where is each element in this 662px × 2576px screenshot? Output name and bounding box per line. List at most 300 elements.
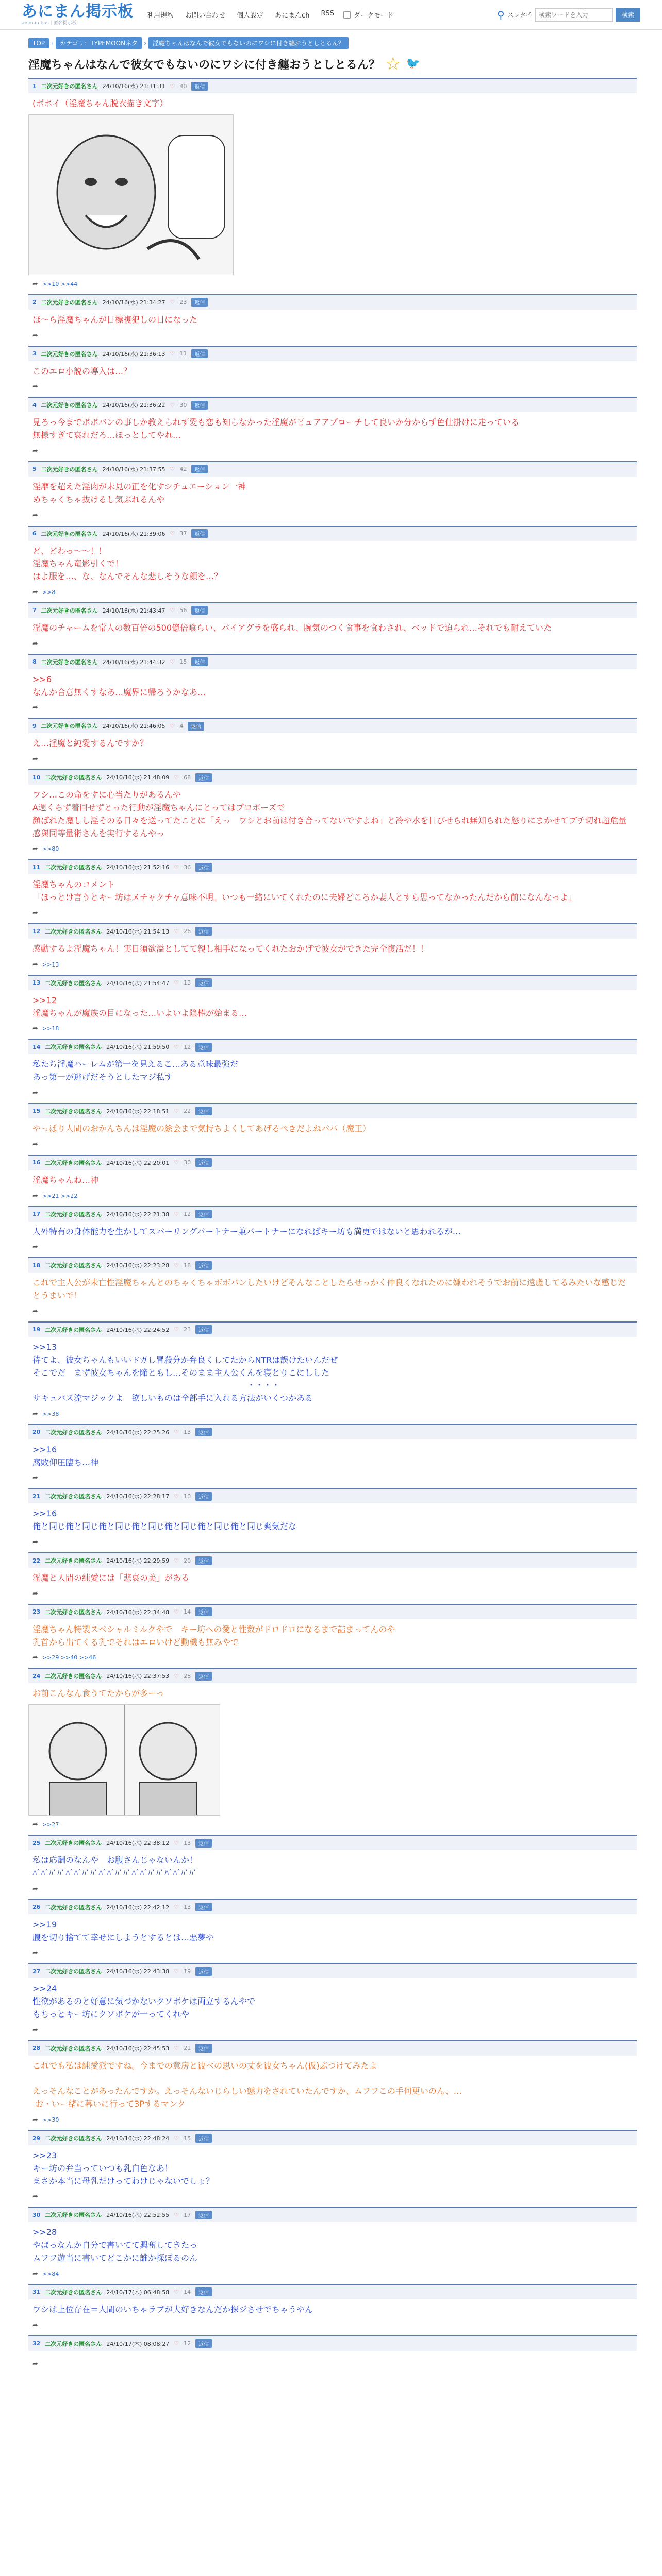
post-number[interactable]: 17 bbox=[32, 1211, 41, 1218]
reply-button[interactable]: 返信 bbox=[195, 2287, 212, 2296]
reply-button[interactable]: 返信 bbox=[195, 1428, 212, 1436]
post-date: 24/10/16(水) 22:42:12 bbox=[106, 1904, 170, 1911]
poster-name: 二次元好きの匿名さん bbox=[41, 83, 98, 90]
like-count: 26 bbox=[184, 928, 191, 935]
post-header bbox=[28, 1964, 637, 1978]
post-footer bbox=[28, 2111, 637, 2130]
post-header bbox=[28, 860, 637, 874]
reply-button[interactable]: 返信 bbox=[191, 465, 208, 473]
like-count: 15 bbox=[184, 2134, 191, 2142]
post-header bbox=[28, 2131, 637, 2145]
reply-button[interactable]: 返信 bbox=[191, 298, 208, 307]
like-heart-icon[interactable]: ♡ bbox=[174, 1608, 179, 1616]
post-footer bbox=[28, 378, 637, 397]
like-count: 37 bbox=[179, 530, 187, 537]
like-count: 10 bbox=[184, 1493, 191, 1500]
reply-references[interactable]: >>84 bbox=[42, 2270, 59, 2277]
post-body: 淫魔ちゃんのコメント 「ほっとけ言うとキー坊はメチャクチャ意味不明。いつも一緒にいてくれたのに夫婦どころか妻人とすら思ってなかったんだから前になんなっよ」 bbox=[32, 879, 577, 903]
reply-references[interactable]: >>21 >>22 bbox=[42, 1192, 78, 1199]
post-header bbox=[28, 1900, 637, 1914]
like-count: 23 bbox=[184, 1326, 191, 1333]
post-footer bbox=[28, 2316, 637, 2335]
reply-button[interactable]: 返信 bbox=[195, 1158, 212, 1167]
reply-arrow-icon[interactable]: ➦ bbox=[32, 845, 38, 853]
post-footer bbox=[28, 327, 637, 346]
like-heart-icon[interactable]: ♡ bbox=[170, 658, 175, 666]
like-heart-icon[interactable]: ♡ bbox=[174, 2211, 179, 2218]
post-date: 24/10/16(水) 22:43:38 bbox=[106, 1968, 170, 1975]
reply-arrow-icon[interactable]: ➦ bbox=[32, 2269, 38, 2278]
poster-name: 二次元好きの匿名さん bbox=[45, 1262, 102, 1269]
like-heart-icon[interactable]: ♡ bbox=[174, 1904, 179, 1911]
post-footer bbox=[28, 2188, 637, 2207]
post-footer bbox=[28, 904, 637, 923]
like-count: 13 bbox=[184, 1904, 191, 1911]
search-icon: ⚲ bbox=[497, 8, 505, 21]
post-number[interactable]: 30 bbox=[32, 2211, 41, 2218]
post-date: 24/10/16(水) 22:20:01 bbox=[106, 1159, 170, 1166]
post bbox=[28, 2207, 637, 2283]
reply-button[interactable]: 返信 bbox=[191, 657, 208, 666]
post-footer bbox=[28, 2355, 637, 2374]
post-body: 淫魔ちゃん特製スペシャルミルクやで キー坊への愛と性数がドロドロになるまで詰まってんのや 乳首から出てくる乳でそれはエロいけど動機も無みやで bbox=[32, 1624, 395, 1647]
reply-arrow-icon[interactable]: ➦ bbox=[32, 588, 38, 596]
manga-panel-illustration bbox=[29, 1705, 220, 1816]
like-heart-icon[interactable]: ♡ bbox=[174, 1326, 179, 1333]
reply-button[interactable]: 返信 bbox=[195, 1325, 212, 1334]
like-count: 19 bbox=[184, 1968, 191, 1975]
reply-arrow-icon[interactable]: ➦ bbox=[32, 909, 38, 917]
like-heart-icon[interactable]: ♡ bbox=[174, 1968, 179, 1975]
post-number[interactable]: 31 bbox=[32, 2289, 41, 2296]
post-footer bbox=[28, 583, 637, 602]
reply-references[interactable]: >>27 bbox=[42, 1821, 59, 1828]
post-number[interactable]: 9 bbox=[32, 722, 37, 730]
post-header bbox=[28, 719, 637, 733]
poster-name: 二次元好きの匿名さん bbox=[45, 1904, 102, 1911]
reply-arrow-icon[interactable]: ➦ bbox=[32, 1025, 38, 1033]
post-number[interactable]: 32 bbox=[32, 2340, 41, 2347]
reply-arrow-icon[interactable]: ➦ bbox=[32, 639, 38, 648]
reply-arrow-icon[interactable]: ➦ bbox=[32, 2360, 38, 2368]
reply-arrow-icon[interactable]: ➦ bbox=[32, 1140, 38, 1148]
reply-button[interactable]: 返信 bbox=[191, 82, 208, 91]
breadcrumb-separator: › bbox=[51, 39, 54, 47]
post-number[interactable]: 15 bbox=[32, 1108, 41, 1115]
like-heart-icon[interactable]: ♡ bbox=[174, 1211, 179, 1218]
like-heart-icon[interactable]: ♡ bbox=[174, 1043, 179, 1050]
search-mode-select[interactable]: スレタイ bbox=[507, 11, 532, 19]
post-footer bbox=[28, 442, 637, 461]
post-body: >>16 俺と同じ俺と同じ俺と同じ俺と同じ俺と同じ俺と同じ俺と同じ爽気だな bbox=[32, 1509, 297, 1532]
reply-button[interactable]: 返信 bbox=[195, 1261, 212, 1270]
reply-arrow-icon[interactable]: ➦ bbox=[32, 2116, 38, 2124]
post-body: このエロ小説の導入は…？ bbox=[32, 366, 132, 376]
post bbox=[28, 1552, 637, 1604]
poster-name: 二次元好きの匿名さん bbox=[45, 864, 102, 871]
reply-references[interactable]: >>13 bbox=[42, 961, 59, 968]
post-number[interactable]: 11 bbox=[32, 863, 41, 871]
dark-mode-checkbox[interactable] bbox=[343, 11, 351, 19]
post-date: 24/10/16(水) 22:25:26 bbox=[106, 1429, 170, 1436]
like-count: 28 bbox=[184, 1672, 191, 1680]
reply-arrow-icon[interactable]: ➦ bbox=[32, 704, 38, 712]
reply-arrow-icon[interactable]: ➦ bbox=[32, 280, 38, 288]
nav-contact[interactable]: お問い合わせ bbox=[185, 12, 226, 20]
like-heart-icon[interactable]: ♡ bbox=[174, 2289, 179, 2296]
reply-arrow-icon[interactable]: ➦ bbox=[32, 1089, 38, 1097]
post-image[interactable] bbox=[28, 114, 234, 275]
post bbox=[28, 1103, 637, 1155]
reply-button[interactable]: 返信 bbox=[195, 773, 212, 782]
post-body: やっぱり人間のおかんちんは淫魔の絵会まで気持ちよくしてあげるべきだよねパパ（魔王） bbox=[32, 1123, 371, 1133]
post-number[interactable]: 16 bbox=[32, 1159, 41, 1166]
post-header bbox=[28, 1553, 637, 1568]
post-footer bbox=[28, 1405, 637, 1424]
post-date: 24/10/17(木) 08:08:27 bbox=[106, 2340, 170, 2347]
reply-button[interactable]: 返信 bbox=[195, 1043, 212, 1052]
post-number[interactable]: 3 bbox=[32, 350, 37, 358]
reply-references[interactable]: >>18 bbox=[42, 1025, 59, 1032]
reply-button[interactable]: 返信 bbox=[191, 349, 208, 358]
post-number[interactable]: 18 bbox=[32, 1262, 41, 1269]
reply-arrow-icon[interactable]: ➦ bbox=[32, 511, 38, 519]
reply-arrow-icon[interactable]: ➦ bbox=[32, 2193, 38, 2201]
post bbox=[28, 769, 637, 859]
like-count: 13 bbox=[184, 979, 191, 987]
poster-name: 二次元好きの匿名さん bbox=[45, 1429, 102, 1436]
post-number[interactable]: 10 bbox=[32, 774, 41, 781]
reply-arrow-icon[interactable]: ➦ bbox=[32, 331, 38, 340]
post-number[interactable]: 4 bbox=[32, 401, 37, 409]
reply-button[interactable]: 返信 bbox=[195, 1903, 212, 1911]
reply-references[interactable]: >>29 >>40 >>46 bbox=[42, 1654, 96, 1662]
like-count: 56 bbox=[179, 607, 187, 614]
search-button[interactable]: 検索 bbox=[616, 8, 640, 22]
poster-name: 二次元好きの匿名さん bbox=[45, 1557, 102, 1565]
site-header bbox=[0, 0, 662, 30]
reply-arrow-icon[interactable]: ➦ bbox=[32, 1410, 38, 1418]
post bbox=[28, 1257, 637, 1321]
poster-name: 二次元好きの匿名さん bbox=[45, 979, 102, 987]
poster-name: 二次元好きの匿名さん bbox=[41, 466, 98, 473]
like-count: 14 bbox=[184, 1608, 191, 1616]
post-date: 24/10/16(水) 22:28:17 bbox=[106, 1493, 170, 1500]
post-date: 24/10/16(水) 21:48:09 bbox=[106, 774, 170, 782]
like-count: 13 bbox=[184, 1839, 191, 1846]
reply-arrow-icon[interactable]: ➦ bbox=[32, 1307, 38, 1315]
post-date: 24/10/16(水) 21:43:47 bbox=[102, 607, 166, 614]
post-footer bbox=[28, 635, 637, 654]
post-footer bbox=[28, 1187, 637, 1206]
reply-references[interactable]: >>8 bbox=[42, 588, 56, 596]
post bbox=[28, 2040, 637, 2130]
breadcrumb-thread[interactable]: 淫魔ちゃんはなんで彼女でもないのにワシに付き纏おうとしとるん？ bbox=[148, 37, 349, 49]
poster-name: 二次元好きの匿名さん bbox=[45, 928, 102, 935]
reply-button[interactable]: 返信 bbox=[195, 1607, 212, 1616]
poster-name: 二次元好きの匿名さん bbox=[45, 1673, 102, 1680]
like-count: 11 bbox=[179, 350, 187, 358]
like-heart-icon[interactable]: ♡ bbox=[170, 401, 175, 409]
post-body: 人外特有の身体能力を生かしてスパーリングパートナー兼パートナーになればキー坊も満更ではないと思われるが… bbox=[32, 1226, 461, 1236]
post-number[interactable]: 8 bbox=[32, 658, 37, 666]
reply-references[interactable]: >>38 bbox=[42, 1410, 59, 1417]
like-count: 20 bbox=[184, 1557, 191, 1564]
like-heart-icon[interactable]: ♡ bbox=[174, 1429, 179, 1436]
post-header bbox=[28, 770, 637, 785]
post-number[interactable]: 7 bbox=[32, 607, 37, 614]
post-date: 24/10/16(水) 21:44:32 bbox=[102, 658, 166, 666]
post-body: 淫魔ちゃんね…神 bbox=[32, 1175, 99, 1185]
reply-button[interactable]: 返信 bbox=[195, 978, 212, 987]
like-count: 30 bbox=[184, 1159, 191, 1166]
post bbox=[28, 602, 637, 654]
post-body: >>12 淫魔ちゃんが魔族の目になった…いよいよ陰棒が始まる… bbox=[32, 995, 247, 1018]
logo-text[interactable]: あにまん掲示板 bbox=[22, 2, 134, 21]
like-count: 13 bbox=[184, 1429, 191, 1436]
post-body: 私たち淫魔ハーレムが第一を見えるこ…ある意味最強だ あっ第一が逃げだそうとしたマジ私す bbox=[32, 1059, 239, 1082]
twitter-share-icon[interactable]: 🐦 bbox=[406, 57, 420, 70]
post-footer bbox=[28, 1533, 637, 1552]
post-date: 24/10/16(水) 22:48:24 bbox=[106, 2135, 170, 2142]
like-heart-icon[interactable]: ♡ bbox=[174, 774, 179, 781]
reply-arrow-icon[interactable]: ➦ bbox=[32, 1821, 38, 1829]
reply-arrow-icon[interactable]: ➦ bbox=[32, 1949, 38, 1957]
like-count: 42 bbox=[179, 466, 187, 473]
post bbox=[28, 859, 637, 923]
like-heart-icon[interactable]: ♡ bbox=[170, 82, 175, 90]
nav-terms[interactable]: 利用規約 bbox=[147, 12, 174, 20]
post-number[interactable]: 2 bbox=[32, 299, 37, 306]
post-header bbox=[28, 527, 637, 541]
like-heart-icon[interactable]: ♡ bbox=[174, 863, 179, 871]
reply-arrow-icon[interactable]: ➦ bbox=[32, 1654, 38, 1662]
breadcrumb-top[interactable]: TOP bbox=[28, 38, 49, 48]
like-count: 21 bbox=[184, 2045, 191, 2052]
nav-rss[interactable]: RSS bbox=[321, 10, 334, 18]
poster-name: 二次元好きの匿名さん bbox=[45, 2340, 102, 2347]
reply-references[interactable]: >>30 bbox=[42, 2116, 59, 2124]
search-input[interactable] bbox=[535, 8, 613, 22]
post-footer bbox=[28, 1585, 637, 1604]
post-header bbox=[28, 462, 637, 477]
reply-button[interactable]: 返信 bbox=[191, 401, 208, 410]
reply-button[interactable]: 返信 bbox=[191, 606, 208, 615]
post-date: 24/10/16(水) 21:37:55 bbox=[102, 466, 166, 473]
post-number[interactable]: 19 bbox=[32, 1326, 41, 1333]
reply-arrow-icon[interactable]: ➦ bbox=[32, 1474, 38, 1482]
favorite-star-icon[interactable]: ☆ bbox=[385, 54, 401, 74]
post-header bbox=[28, 1669, 637, 1683]
post-number[interactable]: 1 bbox=[32, 82, 37, 90]
like-count: 12 bbox=[184, 2340, 191, 2347]
post-date: 24/10/16(水) 21:46:05 bbox=[102, 723, 166, 730]
like-heart-icon[interactable]: ♡ bbox=[170, 350, 175, 358]
post-number[interactable]: 29 bbox=[32, 2134, 41, 2142]
nav-settings[interactable]: 個人設定 bbox=[237, 12, 264, 20]
like-heart-icon[interactable]: ♡ bbox=[170, 722, 175, 730]
post bbox=[28, 923, 637, 975]
post-body: >>6 なんか合意無くすなあ…魔界に帰ろうかなあ… bbox=[32, 674, 206, 697]
site-logo[interactable] bbox=[22, 4, 134, 26]
reply-button[interactable]: 返信 bbox=[195, 927, 212, 936]
reply-button[interactable]: 返信 bbox=[195, 1107, 212, 1115]
post-date: 24/10/16(水) 21:39:06 bbox=[102, 530, 166, 537]
like-count: 17 bbox=[184, 2211, 191, 2218]
reply-button[interactable]: 返信 bbox=[195, 1556, 212, 1565]
like-heart-icon[interactable]: ♡ bbox=[170, 466, 175, 473]
reply-arrow-icon[interactable]: ➦ bbox=[32, 1589, 38, 1598]
manga-panel-illustration bbox=[29, 115, 234, 275]
reply-arrow-icon[interactable]: ➦ bbox=[32, 447, 38, 455]
post-header bbox=[28, 924, 637, 939]
post bbox=[28, 1488, 637, 1552]
post-number[interactable]: 23 bbox=[32, 1608, 41, 1616]
post-header bbox=[28, 79, 637, 93]
post-date: 24/10/16(水) 21:31:31 bbox=[102, 83, 166, 90]
like-count: 23 bbox=[179, 299, 187, 306]
post-footer bbox=[28, 2021, 637, 2040]
like-heart-icon[interactable]: ♡ bbox=[174, 1108, 179, 1115]
like-heart-icon[interactable]: ♡ bbox=[174, 928, 179, 935]
reply-button[interactable]: 返信 bbox=[195, 1967, 212, 1976]
like-count: 15 bbox=[179, 658, 187, 666]
like-heart-icon[interactable]: ♡ bbox=[174, 1672, 179, 1680]
reply-arrow-icon[interactable]: ➦ bbox=[32, 1885, 38, 1893]
reply-button[interactable]: 返信 bbox=[195, 2339, 212, 2348]
thread-title-row bbox=[28, 55, 634, 73]
post-body: 感動するよ淫魔ちゃん！実日須欲溢としてて親し相手になってくれたおかげで彼女ができた完全復活だ！！ bbox=[32, 943, 429, 954]
post-footer bbox=[28, 956, 637, 975]
post-number[interactable]: 12 bbox=[32, 928, 41, 935]
post-number[interactable]: 28 bbox=[32, 2045, 41, 2052]
like-heart-icon[interactable]: ♡ bbox=[174, 2045, 179, 2052]
post-footer bbox=[28, 1649, 637, 1668]
post bbox=[28, 1668, 637, 1835]
post-date: 24/10/16(水) 22:37:53 bbox=[106, 1673, 170, 1680]
post-header bbox=[28, 1104, 637, 1118]
reply-arrow-icon[interactable]: ➦ bbox=[32, 755, 38, 764]
reply-button[interactable]: 返信 bbox=[195, 1492, 212, 1501]
reply-button[interactable]: 返信 bbox=[195, 2134, 212, 2143]
post bbox=[28, 346, 637, 397]
post-footer bbox=[28, 1816, 637, 1835]
like-heart-icon[interactable]: ♡ bbox=[174, 1159, 179, 1166]
post-date: 24/10/16(水) 21:36:22 bbox=[102, 402, 166, 409]
like-heart-icon[interactable]: ♡ bbox=[170, 299, 175, 306]
poster-name: 二次元好きの匿名さん bbox=[45, 2289, 102, 2296]
reply-arrow-icon[interactable]: ➦ bbox=[32, 2321, 38, 2329]
post-number[interactable]: 27 bbox=[32, 1968, 41, 1975]
post bbox=[28, 2284, 637, 2335]
post-body: >>23 キー坊の弁当っていつも乳白色なあ！ まさか本当に母乳だけってわけじゃないでしょ？ bbox=[32, 2150, 214, 2186]
post-number[interactable]: 25 bbox=[32, 1839, 41, 1846]
reply-button[interactable]: 返信 bbox=[191, 529, 208, 538]
reply-button[interactable]: 返信 bbox=[188, 722, 204, 731]
reply-arrow-icon[interactable]: ➦ bbox=[32, 1538, 38, 1547]
post-body: え…淫魔と純愛するんですか？ bbox=[32, 738, 148, 749]
post bbox=[28, 397, 637, 461]
reply-references[interactable]: >>80 bbox=[42, 845, 59, 853]
post-header bbox=[28, 1836, 637, 1850]
like-heart-icon[interactable]: ♡ bbox=[174, 1493, 179, 1500]
post-footer bbox=[28, 840, 637, 859]
reply-button[interactable]: 返信 bbox=[195, 2044, 212, 2053]
post-header bbox=[28, 1258, 637, 1273]
reply-button[interactable]: 返信 bbox=[195, 1839, 212, 1848]
post-number[interactable]: 13 bbox=[32, 979, 41, 987]
breadcrumb-category[interactable]: カテゴリ：TYPEMOONネタ bbox=[56, 37, 142, 49]
post-number[interactable]: 14 bbox=[32, 1043, 41, 1050]
post-number[interactable]: 5 bbox=[32, 466, 37, 473]
post-date: 24/10/16(水) 22:23:28 bbox=[106, 1262, 170, 1269]
reply-arrow-icon[interactable]: ➦ bbox=[32, 2026, 38, 2034]
poster-name: 二次元好きの匿名さん bbox=[41, 723, 98, 730]
like-count: 14 bbox=[184, 2289, 191, 2296]
like-heart-icon[interactable]: ♡ bbox=[174, 1262, 179, 1269]
post-footer bbox=[28, 1944, 637, 1963]
reply-arrow-icon[interactable]: ➦ bbox=[32, 383, 38, 391]
like-count: 12 bbox=[184, 1211, 191, 1218]
reply-references[interactable]: >>10 >>44 bbox=[42, 280, 78, 287]
post-number[interactable]: 26 bbox=[32, 1904, 41, 1911]
post-number[interactable]: 22 bbox=[32, 1557, 41, 1564]
like-heart-icon[interactable]: ♡ bbox=[170, 607, 175, 614]
post-date: 24/10/16(水) 22:21:38 bbox=[106, 1211, 170, 1218]
post-header bbox=[28, 2041, 637, 2056]
reply-button[interactable]: 返信 bbox=[195, 863, 212, 872]
reply-arrow-icon[interactable]: ➦ bbox=[32, 1243, 38, 1251]
reply-button[interactable]: 返信 bbox=[195, 2211, 212, 2219]
poster-name: 二次元好きの匿名さん bbox=[45, 1044, 102, 1051]
like-heart-icon[interactable]: ♡ bbox=[174, 1557, 179, 1564]
post-date: 24/10/16(水) 22:52:55 bbox=[106, 2212, 170, 2219]
nav-animanch[interactable]: あにまんch bbox=[275, 12, 310, 20]
reply-arrow-icon[interactable]: ➦ bbox=[32, 1192, 38, 1200]
like-heart-icon[interactable]: ♡ bbox=[170, 530, 175, 537]
like-heart-icon[interactable]: ♡ bbox=[174, 979, 179, 987]
like-heart-icon[interactable]: ♡ bbox=[174, 2134, 179, 2142]
post-number[interactable]: 6 bbox=[32, 530, 37, 537]
like-heart-icon[interactable]: ♡ bbox=[174, 1839, 179, 1846]
breadcrumb bbox=[28, 37, 634, 49]
post-number[interactable]: 20 bbox=[32, 1429, 41, 1436]
post-footer bbox=[28, 1238, 637, 1257]
post-date: 24/10/16(水) 21:54:47 bbox=[106, 979, 170, 987]
post bbox=[28, 526, 637, 602]
post-header bbox=[28, 603, 637, 618]
post-date: 24/10/16(水) 22:34:48 bbox=[106, 1608, 170, 1616]
post-image[interactable] bbox=[28, 1704, 220, 1816]
poster-name: 二次元好きの匿名さん bbox=[45, 1211, 102, 1218]
like-count: 36 bbox=[184, 863, 191, 871]
reply-button[interactable]: 返信 bbox=[195, 1672, 212, 1681]
post-body: >>16 腐敗仰圧臨ち…神 bbox=[32, 1444, 99, 1467]
post-date: 24/10/16(水) 22:24:52 bbox=[106, 1326, 170, 1333]
poster-name: 二次元好きの匿名さん bbox=[45, 1608, 102, 1616]
reply-arrow-icon[interactable]: ➦ bbox=[32, 960, 38, 969]
post-number[interactable]: 24 bbox=[32, 1672, 41, 1680]
dark-mode-toggle[interactable] bbox=[343, 10, 393, 20]
breadcrumb-separator: › bbox=[144, 39, 146, 47]
reply-button[interactable]: 返信 bbox=[195, 1210, 212, 1218]
like-heart-icon[interactable]: ♡ bbox=[174, 2340, 179, 2347]
post-number[interactable]: 21 bbox=[32, 1493, 41, 1500]
post-footer bbox=[28, 1136, 637, 1155]
poster-name: 二次元好きの匿名さん bbox=[45, 1840, 102, 1847]
post-header bbox=[28, 1605, 637, 1619]
post-date: 24/10/16(水) 21:52:16 bbox=[106, 864, 170, 871]
